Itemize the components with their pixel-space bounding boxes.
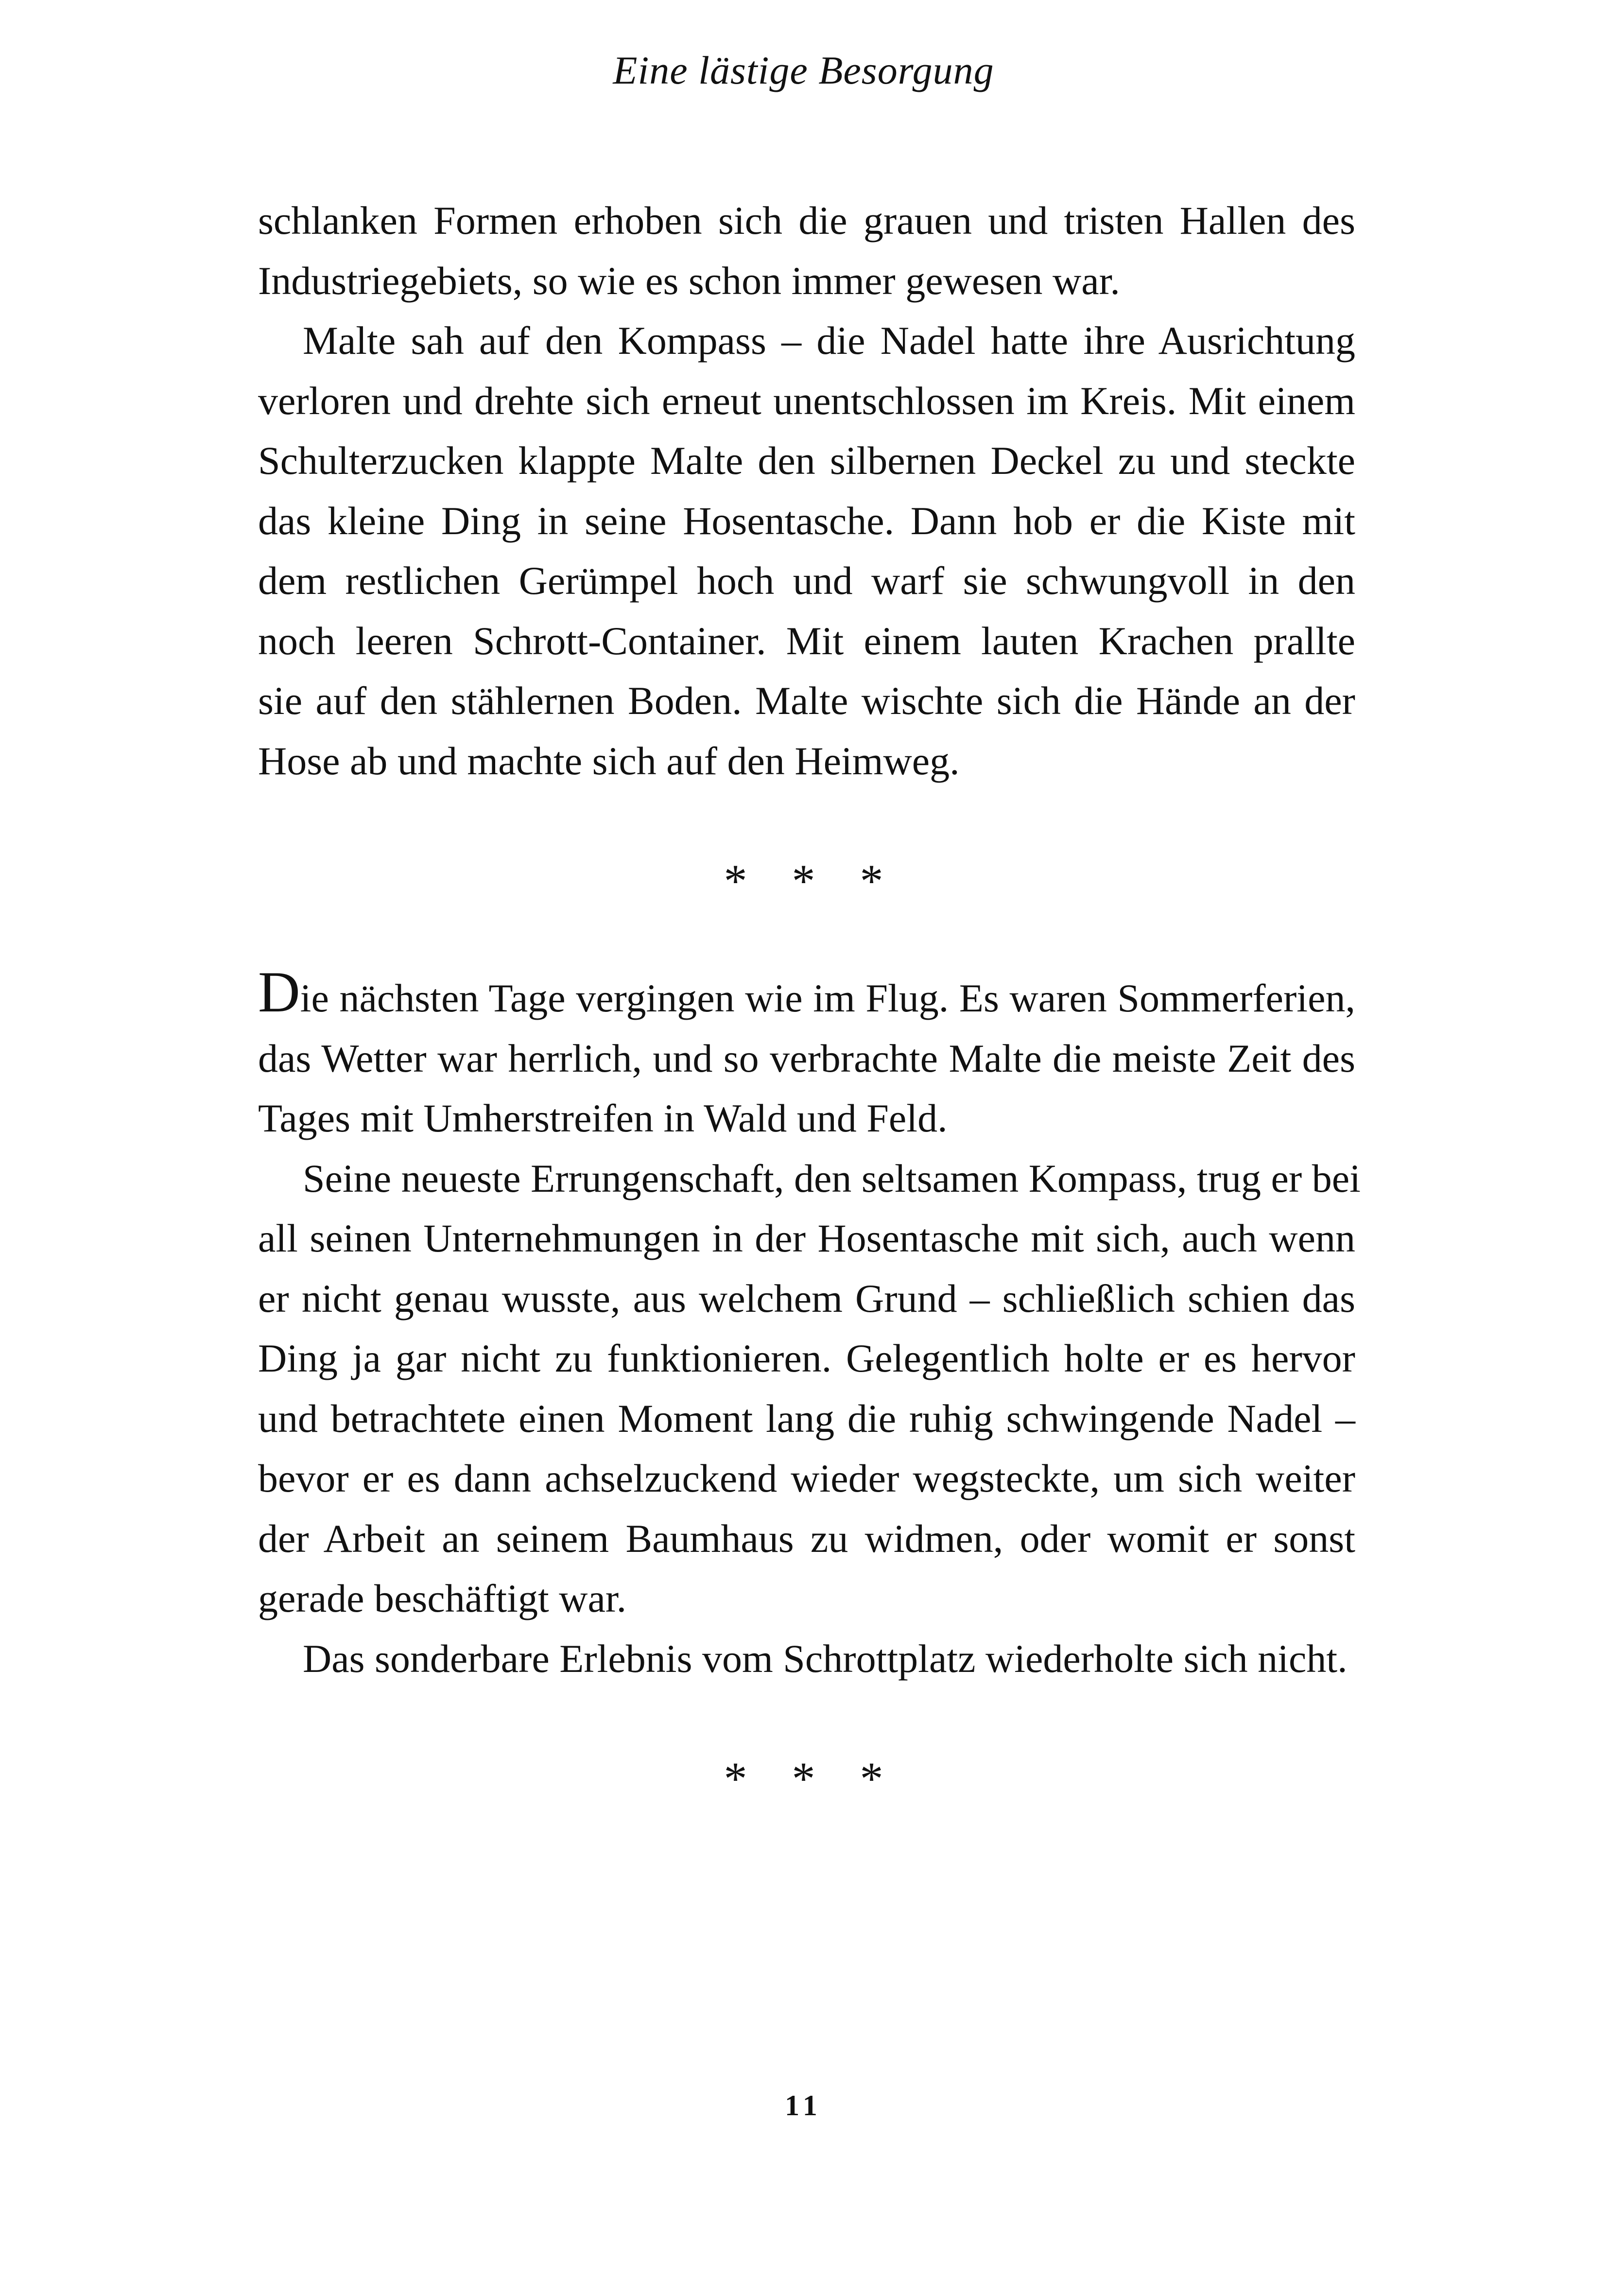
text-line: Das sonderbare Erlebnis vom Schrottplatz wiederholte sich nicht. (303, 1636, 1348, 1681)
text-line: das Wetter war herrlich, und so verbrachte Malte die meiste Zeit des (258, 1036, 1355, 1080)
first-line-text: ie nächsten Tage vergingen wie im Flug. Es waren Sommerferien, (300, 976, 1355, 1020)
text-line: Hose ab und machte sich auf den Heimweg. (258, 738, 960, 783)
text-line: Ding ja gar nicht zu funktionieren. Gelegentlich holte er es hervor (258, 1336, 1355, 1380)
text-section-2 (258, 959, 1361, 1688)
running-header: Eine lästige Besorgung (613, 48, 994, 92)
text-line: noch leeren Schrott-Container. Mit einem lauten Krachen prallte (258, 618, 1355, 663)
text-line-first (258, 959, 1355, 1028)
page-number: 11 (785, 2089, 822, 2122)
text-line: sie auf den stählernen Boden. Malte wischte sich die Hände an der (258, 678, 1355, 723)
text-line: Malte sah auf den Kompass – die Nadel hatte ihre Ausrichtung (303, 318, 1355, 363)
text-line: der Arbeit an seinem Baumhaus zu widmen, oder womit er sonst (258, 1516, 1355, 1561)
text-section-1 (258, 191, 1355, 791)
scene-break: * * * (724, 855, 900, 907)
text-line: dem restlichen Gerümpel hoch und warf sie schwungvoll in den (258, 558, 1355, 603)
text-line: bevor er es dann achselzuckend wieder wegsteckte, um sich weiter (258, 1456, 1355, 1500)
text-line: schlanken Formen erhoben sich die grauen und tristen Hallen des (258, 198, 1355, 243)
text-line: gerade beschäftigt war. (258, 1576, 627, 1620)
text-line: Industriegebiets, so wie es schon immer gewesen war. (258, 258, 1120, 303)
drop-initial: D (258, 959, 300, 1024)
text-line: Schulterzucken klappte Malte den silbernen Deckel zu und steckte (258, 438, 1355, 483)
text-line: all seinen Unternehmungen in der Hosentasche mit sich, auch wenn (258, 1216, 1355, 1260)
text-line: Seine neueste Errungenschaft, den seltsamen Kompass, trug er bei (303, 1156, 1361, 1200)
text-line: das kleine Ding in seine Hosentasche. Dann hob er die Kiste mit (258, 498, 1355, 543)
text-line: verloren und drehte sich erneut unentschlossen im Kreis. Mit einem (258, 378, 1355, 423)
text-line: er nicht genau wusste, aus welchem Grund – schließlich schien das (258, 1276, 1355, 1321)
scene-break: * * * (724, 1753, 900, 1805)
text-line: Tages mit Umherstreifen in Wald und Feld. (258, 1096, 948, 1140)
text-line: und betrachtete einen Moment lang die ruhig schwingende Nadel – (258, 1396, 1355, 1441)
